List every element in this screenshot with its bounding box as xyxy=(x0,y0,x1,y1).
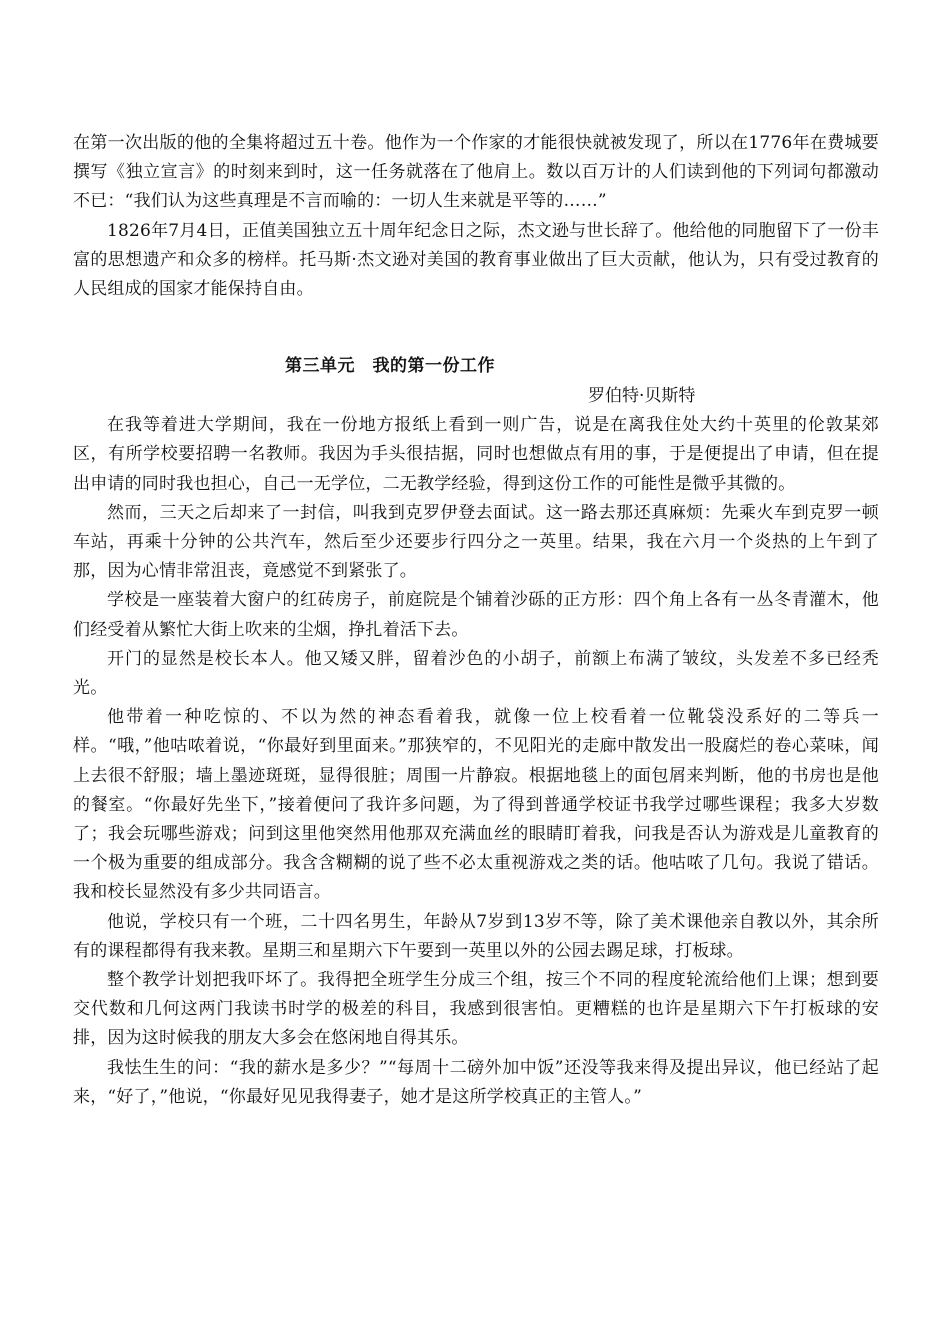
body-paragraph-8: 我怯生生的问：“我的薪水是多少？”“每周十二磅外加中饭”还没等我来得及提出异议，他已经站了起来，“好了，”他说，“你最好见见我得妻子，她才是这所学校真正的主管人。” xyxy=(73,1057,879,1107)
document-page xyxy=(73,129,879,1112)
body-paragraph-1: 在我等着进大学期间，我在一份地方报纸上看到一则广告，说是在离我住处大约十英里的伦敦某郊区，有所学校要招聘一名教师。我因为手头很拮据，同时也想做点有用的事，于是便提出了申请，但在提出申请的同时我也担心，自己一无学位，二无教学经验，得到这份工作的可能性是微乎其微的。 xyxy=(73,415,879,494)
intro-paragraph-2: 1826年7月4日，正值美国独立五十周年纪念日之际，杰文逊与世长辞了。他给他的同胞留下了一份丰富的思想遗产和众多的榜样。托马斯·杰文逊对美国的教育事业做出了巨大贡献，他认为，只有受过教育的人民组成的国家才能保持自由。 xyxy=(73,220,879,300)
body-paragraph-6: 他说，学校只有一个班，二十四名男生，年龄从7岁到13岁不等，除了美术课他亲自教以外，其余所有的课程都得有我来教。星期三和星期六下午要到一英里以外的公园去踢足球，打板球。 xyxy=(73,911,879,961)
author-name: 罗伯特·贝斯特 xyxy=(588,386,696,407)
section-spacer xyxy=(73,304,879,350)
body-paragraph-3: 学校是一座装着大窗户的红砖房子，前庭院是个铺着沙砾的正方形：四个角上各有一丛冬青灌木，他们经受着从繁忙大街上吹来的尘烟，挣扎着活下去。 xyxy=(73,590,879,640)
intro-paragraph-1: 在第一次出版的他的全集将超过五十卷。他作为一个作家的才能很快就被发现了，所以在1776年在费城要撰写《独立宣言》的时刻来到时，这一任务就落在了他肩上。数以百万计的人们读到他的下列词句都激动不已：“我们认为这些真理是不言而喻的：一切人生来就是平等的……” xyxy=(73,133,879,212)
body-paragraph-5: 他带着一种吃惊的、不以为然的神态看着我，就像一位上校看着一位靴袋没系好的二等兵一样。“哦，”他咕哝着说，“你最好到里面来。”那狭窄的，不见阳光的走廊中散发出一股腐烂的卷心菜味，闻上去很不舒服；墙上墨迹斑斑，显得很脏；周围一片静寂。根据地毯上的面包屑来判断，他的书房也是他的餐室。“你最好先坐下，”接着便问了我许多问题，为了得到普通学校证书我学过哪些课程；我多大岁数了；我会玩哪些游戏；问到这里他突然用他那双充满血丝的眼睛盯着我，问我是否认为游戏是儿童教育的一个极为重要的组成部分。我含含糊糊的说了些不必太重视游戏之类的话。他咕哝了几句。我说了错话。我和校长显然没有多少共同语言。 xyxy=(73,707,879,903)
section-title: 第三单元 我的第一份工作 xyxy=(285,356,495,377)
body-paragraph-4: 开门的显然是校长本人。他又矮又胖，留着沙色的小胡子，前额上布满了皱纹，头发差不多已经秃光。 xyxy=(73,648,879,699)
body-paragraph-7: 整个教学计划把我吓坏了。我得把全班学生分成三个组，按三个不同的程度轮流给他们上课；想到要交代数和几何这两门我读书时学的极差的科目，我感到很害怕。更糟糕的也许是星期六下午打板球的安排，因为这时候我的朋友大多会在悠闲地自得其乐。 xyxy=(73,970,879,1049)
body-paragraph-2: 然而，三天之后却来了一封信，叫我到克罗伊登去面试。这一路去那还真麻烦：先乘火车到克罗一顿车站，再乘十分钟的公共汽车，然后至少还要步行四分之一英里。结果，我在六月一个炎热的上午到了那，因为心情非常沮丧，竟感觉不到紧张了。 xyxy=(73,502,879,582)
